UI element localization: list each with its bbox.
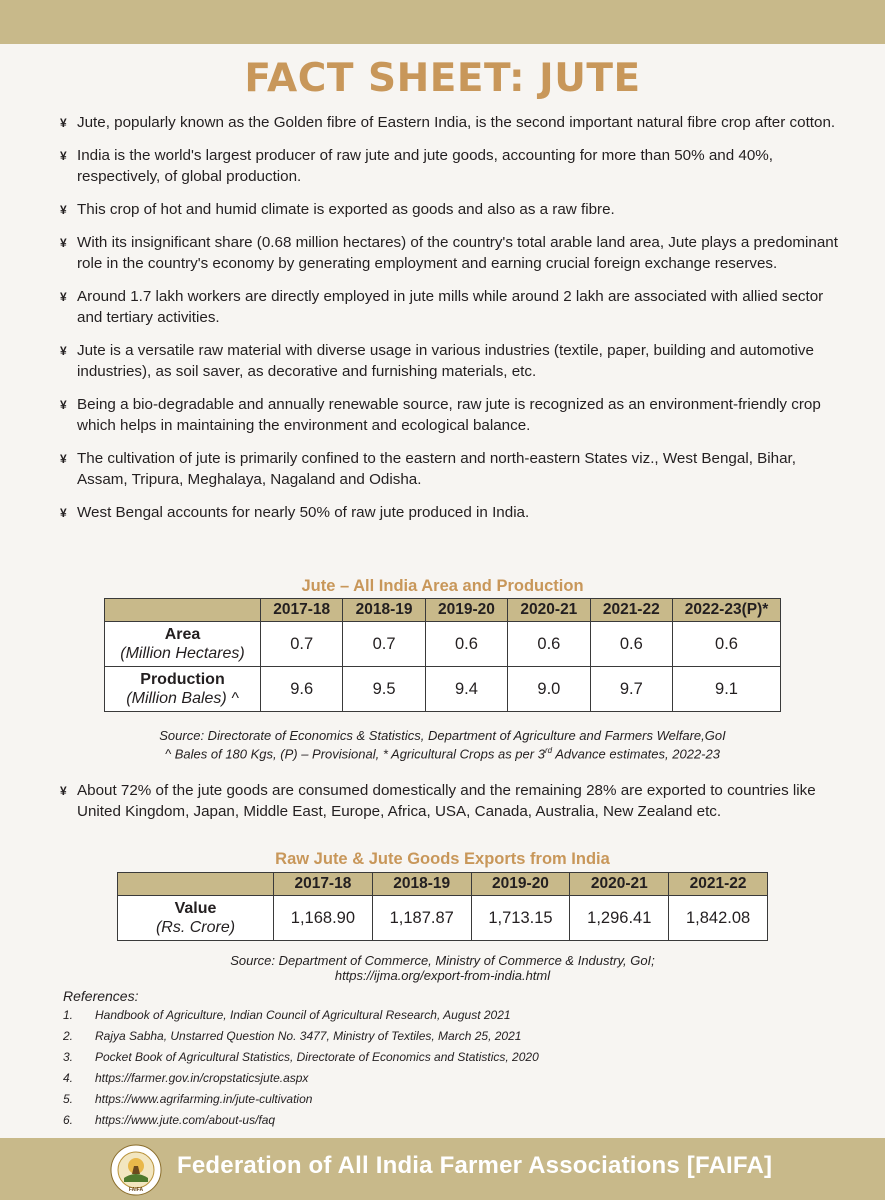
header-band bbox=[0, 0, 885, 44]
list-item: ¥ About 72% of the jute goods are consumed domestically and the remaining 28% are exported to countries like United Kingdom, Japan, Middle East, Europe, Africa, USA, Canada, Australia, New Zealand etc. bbox=[60, 782, 816, 820]
reference-item: 4. https://farmer.gov.in/cropstaticsjute.aspx bbox=[63, 1071, 309, 1085]
table-header-cell: 2021-22 bbox=[590, 599, 672, 622]
faifa-logo-icon bbox=[110, 1144, 162, 1196]
table-row bbox=[105, 667, 781, 712]
table-header-cell bbox=[118, 873, 274, 896]
table-header-cell bbox=[105, 599, 261, 622]
bullet-marker-icon: ¥ bbox=[60, 506, 67, 520]
table1-title: Jute – All India Area and Production bbox=[301, 577, 584, 595]
table-cell: 1,842.08 bbox=[669, 896, 768, 941]
row-header: Area (Million Hectares) bbox=[105, 622, 261, 667]
table-header-row bbox=[118, 873, 768, 896]
bullet-marker-icon: ¥ bbox=[60, 236, 67, 250]
table-cell: 9.1 bbox=[673, 667, 781, 712]
row-header: Value (Rs. Crore) bbox=[118, 896, 274, 941]
list-item: ¥ West Bengal accounts for nearly 50% of raw jute produced in India. bbox=[60, 502, 840, 523]
table-cell: 9.5 bbox=[343, 667, 425, 712]
table-header-cell: 2019-20 bbox=[471, 873, 570, 896]
list-item: ¥ India is the world's largest producer of raw jute and jute goods, accounting for more than 50% and 40%, respectively, of global production. bbox=[60, 147, 774, 185]
table-cell: 9.4 bbox=[425, 667, 507, 712]
table-row bbox=[105, 622, 781, 667]
table-header-cell: 2017-18 bbox=[261, 599, 343, 622]
bullet-marker-icon: ¥ bbox=[60, 398, 67, 412]
references-list bbox=[63, 1008, 843, 1127]
svg-text:FAIFA: FAIFA bbox=[128, 1187, 144, 1193]
exports-table bbox=[117, 872, 768, 941]
table-header-cell: 2021-22 bbox=[669, 873, 768, 896]
table-header-cell: 2019-20 bbox=[425, 599, 507, 622]
table-cell: 0.6 bbox=[590, 622, 672, 667]
table-cell: 1,168.90 bbox=[274, 896, 373, 941]
bullet-marker-icon: ¥ bbox=[60, 290, 67, 304]
bullet-marker-icon: ¥ bbox=[60, 116, 67, 130]
references-section bbox=[63, 988, 843, 1134]
area-production-table bbox=[104, 598, 781, 712]
references-title: References: bbox=[63, 988, 139, 1004]
table-cell: 9.6 bbox=[261, 667, 343, 712]
list-item: ¥ Jute is a versatile raw material with diverse usage in various industries (textile, paper, building and automotive industries), as soil saver, as decorative and furnishing materials, etc. bbox=[60, 342, 814, 380]
bullet-marker-icon: ¥ bbox=[60, 344, 67, 358]
reference-item: 5. https://www.agrifarming.in/jute-cultivation bbox=[63, 1092, 313, 1106]
bullet-marker-icon: ¥ bbox=[60, 784, 67, 798]
list-item: ¥ The cultivation of jute is primarily confined to the eastern and north-eastern States viz., West Bengal, Bihar, Assam, Tripura, Meghalaya, Nagaland and Odisha. bbox=[60, 450, 796, 488]
bullet-list bbox=[60, 112, 840, 535]
table-cell: 0.6 bbox=[673, 622, 781, 667]
reference-item: 2. Rajya Sabha, Unstarred Question No. 3477, Ministry of Textiles, March 25, 2021 bbox=[63, 1029, 522, 1043]
table-cell: 9.0 bbox=[508, 667, 590, 712]
table-row bbox=[118, 896, 768, 941]
bullet-marker-icon: ¥ bbox=[60, 452, 67, 466]
table-header-cell: 2022-23(P)* bbox=[673, 599, 781, 622]
table-header-cell: 2017-18 bbox=[274, 873, 373, 896]
reference-item: 1. Handbook of Agriculture, Indian Council of Agricultural Research, August 2021 bbox=[63, 1008, 511, 1022]
bullet-list-2 bbox=[60, 780, 840, 834]
list-item: ¥ Jute, popularly known as the Golden fibre of Eastern India, is the second important natural fibre crop after cotton. bbox=[60, 112, 840, 133]
list-item: ¥ Around 1.7 lakh workers are directly employed in jute mills while around 2 lakh are associated with allied sector and tertiary activities. bbox=[60, 288, 824, 326]
table-header-cell: 2020-21 bbox=[508, 599, 590, 622]
table-header-cell: 2020-21 bbox=[570, 873, 669, 896]
reference-item: 6. https://www.jute.com/about-us/faq bbox=[63, 1113, 276, 1127]
table-cell: 0.6 bbox=[425, 622, 507, 667]
table-cell: 0.7 bbox=[261, 622, 343, 667]
table-cell: 1,296.41 bbox=[570, 896, 669, 941]
table-cell: 0.6 bbox=[508, 622, 590, 667]
bullet-marker-icon: ¥ bbox=[60, 203, 67, 217]
page-title: FACT SHEET: JUTE bbox=[244, 56, 641, 101]
list-item: ¥ With its insignificant share (0.68 million hectares) of the country's total arable land area, Jute plays a predominant role in the country's economy by generating employment and earning crucial foreign exchange reserves. bbox=[60, 234, 838, 272]
table-header-cell: 2018-19 bbox=[372, 873, 471, 896]
table2-title: Raw Jute & Jute Goods Exports from India bbox=[275, 850, 610, 868]
reference-item: 3. Pocket Book of Agricultural Statistics, Directorate of Economics and Statistics, 2020 bbox=[63, 1050, 539, 1064]
organization-name: Federation of All India Farmer Associations [FAIFA] bbox=[177, 1152, 773, 1179]
list-item: ¥ This crop of hot and humid climate is exported as goods and also as a raw fibre. bbox=[60, 199, 840, 220]
table-header-row bbox=[105, 599, 781, 622]
table-cell: 1,187.87 bbox=[372, 896, 471, 941]
footer-band bbox=[0, 1138, 885, 1200]
table2-source: Source: Department of Commerce, Ministry of Commerce & Industry, GoI; https://ijma.org/export-from-india.html bbox=[230, 953, 655, 983]
table1-source: Source: Directorate of Economics & Statistics, Department of Agriculture and Farmers Welfare,GoI ^ Bales of 180 Kgs, (P) – Provisional, * Agricultural Crops as per 3rd Advance estimates, 2022-23 bbox=[159, 728, 726, 762]
list-item: ¥ Being a bio-degradable and annually renewable source, raw jute is recognized as an environment-friendly crop which helps in maintaining the environment and ecological balance. bbox=[60, 396, 821, 434]
table-header-cell: 2018-19 bbox=[343, 599, 425, 622]
table-cell: 1,713.15 bbox=[471, 896, 570, 941]
row-header: Production (Million Bales) ^ bbox=[105, 667, 261, 712]
bullet-marker-icon: ¥ bbox=[60, 149, 67, 163]
table-cell: 0.7 bbox=[343, 622, 425, 667]
table-cell: 9.7 bbox=[590, 667, 672, 712]
